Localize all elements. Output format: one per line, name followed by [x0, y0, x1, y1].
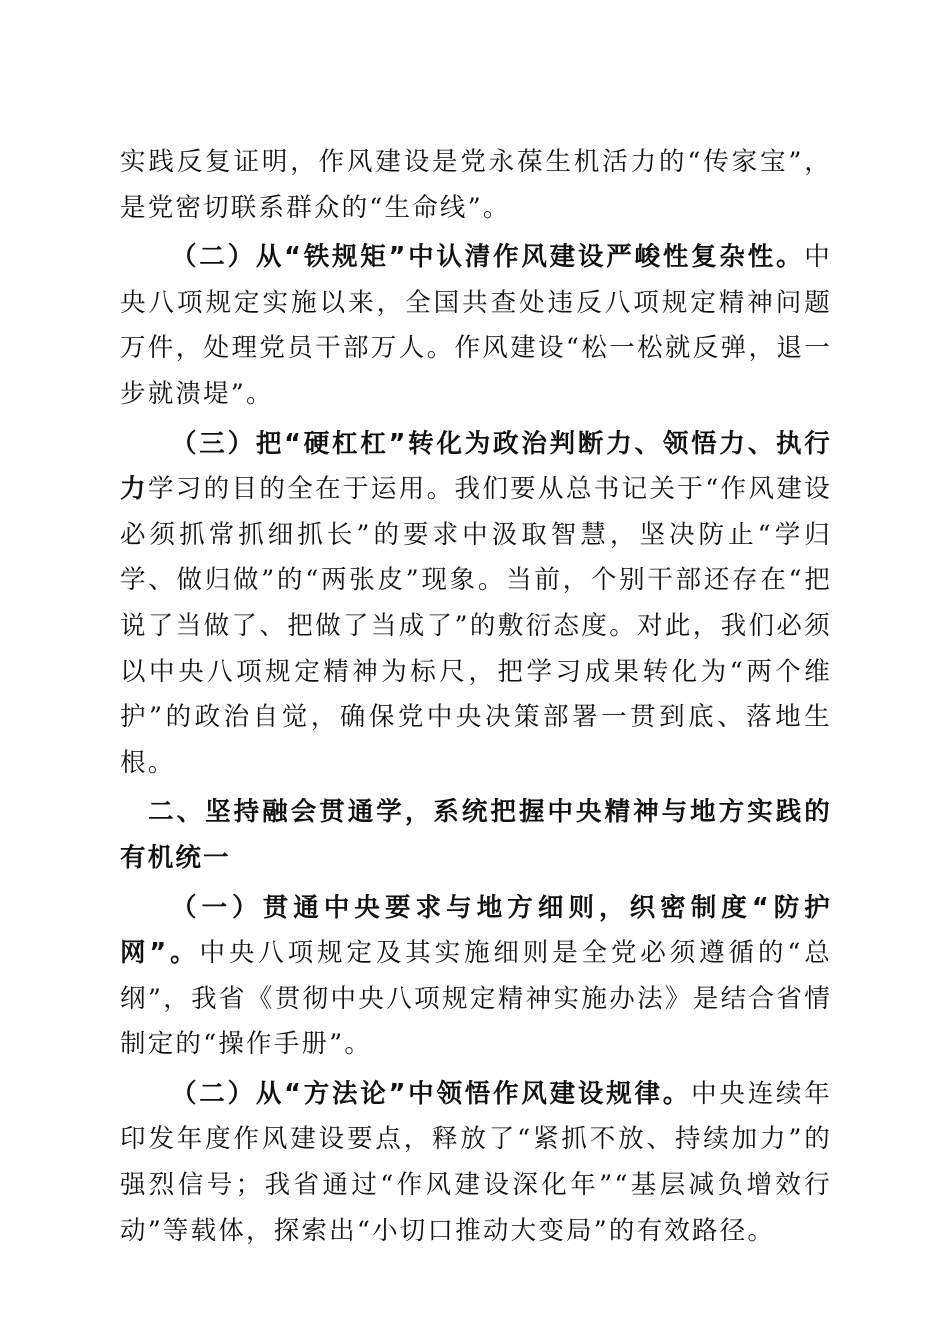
- subheading-hard-standards: （三）把“硬杠杠”转化为政治判断力、领悟力、执行力: [120, 428, 832, 505]
- paragraph-intro: [120, 140, 832, 231]
- document-page: [120, 140, 832, 1254]
- paragraph-iron-rules-body: 中央八项规定实施以来，全国共查处违反八项规定精神问题万件，处理党员干部万人。作风建设“松一松就反弹，退一步就溃堤”。: [120, 242, 832, 409]
- section-heading-2: [120, 790, 832, 881]
- paragraph-methodology: [120, 1072, 832, 1254]
- paragraph-methodology-body: 中央连续年印发年度作风建设要点，释放了“紧抓不放、持续加力”的强烈信号；我省通过“作风建设深化年”“基层减负增效行动”等载体，探索出“小切口推动大变局”的有效路径。: [120, 1078, 832, 1246]
- paragraph-hard-standards-body: 学习的目的全在于运用。我们要从总书记关于“作风建设必须抓常抓细抓长”的要求中汲取智慧，坚决防止“学归学、做归做”的“两张皮”现象。当前，个别干部还存在“把说了当做了、把做了当成了”的敷衍态度。对此，我们必须以中央八项规定精神为标尺，把学习成果转化为“两个维护”的政治自觉，确保党中央决策部署一贯到底、落地生根。: [120, 474, 832, 778]
- paragraph-intro-text: 实践反复证明，作风建设是党永葆生机活力的“传家宝”，是党密切联系群众的“生命线”。: [120, 147, 832, 223]
- paragraph-central-local: [120, 886, 832, 1068]
- paragraph-hard-standards: [120, 422, 832, 787]
- subheading-central-local: （一）贯通中央要求与地方细则，织密制度“防护网”。: [120, 892, 832, 969]
- section-heading-2-text: 二、坚持融会贯通学，系统把握中央精神与地方实践的有机统一: [120, 797, 832, 873]
- subheading-methodology: （二）从“方法论”中领悟作风建设规律。: [171, 1078, 692, 1109]
- paragraph-iron-rules: [120, 235, 832, 417]
- paragraph-central-local-body: 中央八项规定及其实施细则是全党必须遵循的“总纲”，我省《贯彻中央八项规定精神实施办法》是结合省情制定的“操作手册”。: [120, 938, 832, 1060]
- subheading-iron-rules: （二）从“铁规矩”中认清作风建设严峻性复杂性。: [171, 242, 805, 273]
